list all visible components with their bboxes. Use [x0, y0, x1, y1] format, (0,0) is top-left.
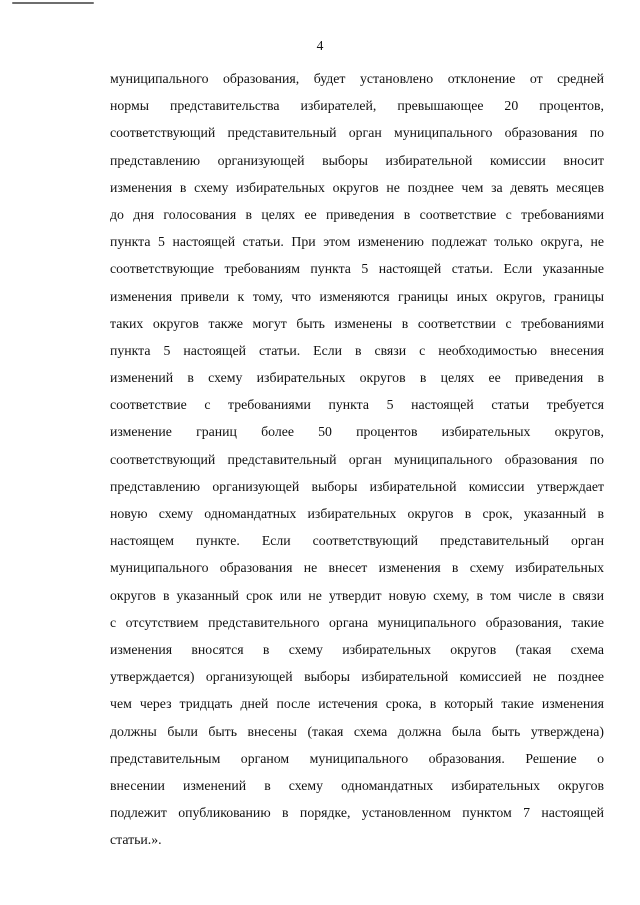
- text-line: с отсутствием представительного органа муниципального образования, такие: [110, 614, 604, 630]
- text-line: таких округов также могут быть изменены в соответствии с требованиями: [110, 315, 604, 331]
- text-line: пункта 5 настоящей статьи. Если в связи с необходимостью внесения: [110, 342, 604, 358]
- text-line: нормы представительства избирателей, превышающее 20 процентов,: [110, 98, 604, 114]
- text-line: представлению организующей выборы избирательной комиссии вносит: [110, 152, 604, 168]
- page-number: 4: [316, 38, 324, 53]
- text-line: соответствующий представительный орган муниципального образования по: [110, 451, 604, 467]
- text-line: утверждается) организующей выборы избирательной комиссией не позднее: [110, 669, 604, 685]
- text-line: муниципального образования, будет установлено отклонение от средней: [110, 71, 604, 86]
- text-line: изменение границ более 50 процентов избирательных округов,: [110, 424, 604, 440]
- text-line: внесении изменений в схему одномандатных избирательных округов: [110, 777, 604, 793]
- text-line: соответствующий представительный орган муниципального образования по: [110, 125, 604, 141]
- text-line: изменений в схему избирательных округов в целях ее приведения в: [110, 370, 604, 386]
- text-line: подлежит опубликованию в порядке, установленном пунктом 7 настоящей: [110, 805, 604, 821]
- text-line: соответствующие требованиям пункта 5 настоящей статьи. Если указанные: [110, 261, 604, 277]
- text-line: представлению организующей выборы избирательной комиссии утверждает: [110, 478, 604, 494]
- text-line: пункта 5 настоящей статьи. При этом изменению подлежат только округа, не: [110, 234, 604, 250]
- text-line: настоящем пункте. Если соответствующий представительный орган: [110, 533, 604, 549]
- text-line: изменения вносятся в схему избирательных округов (такая схема: [110, 641, 604, 657]
- text-line: изменения привели к тому, что изменяются границы иных округов, границы: [110, 288, 604, 304]
- text-line: муниципального образования не внесет изменения в схему избирательных: [110, 560, 604, 576]
- body-text: [110, 65, 604, 853]
- text-line: соответствие с требованиями пункта 5 настоящей статьи требуется: [110, 397, 604, 413]
- text-line: округов в указанный срок или не утвердит новую схему, в том числе в связи: [110, 587, 604, 603]
- text-line-last: статьи.».: [110, 832, 162, 848]
- text-line: должны были быть внесены (такая схема должна была быть утверждена): [110, 723, 604, 739]
- text-line: чем через тридцать дней после истечения срока, в который такие изменения: [110, 696, 604, 712]
- text-line: до дня голосования в целях ее приведения в соответствие с требованиями: [110, 206, 604, 222]
- text-line: представительным органом муниципального образования. Решение о: [110, 750, 604, 766]
- scan-edge-mark: [12, 2, 94, 4]
- text-line: изменения в схему избирательных округов не позднее чем за девять месяцев: [110, 179, 604, 195]
- text-line: новую схему одномандатных избирательных округов в срок, указанный в: [110, 506, 604, 521]
